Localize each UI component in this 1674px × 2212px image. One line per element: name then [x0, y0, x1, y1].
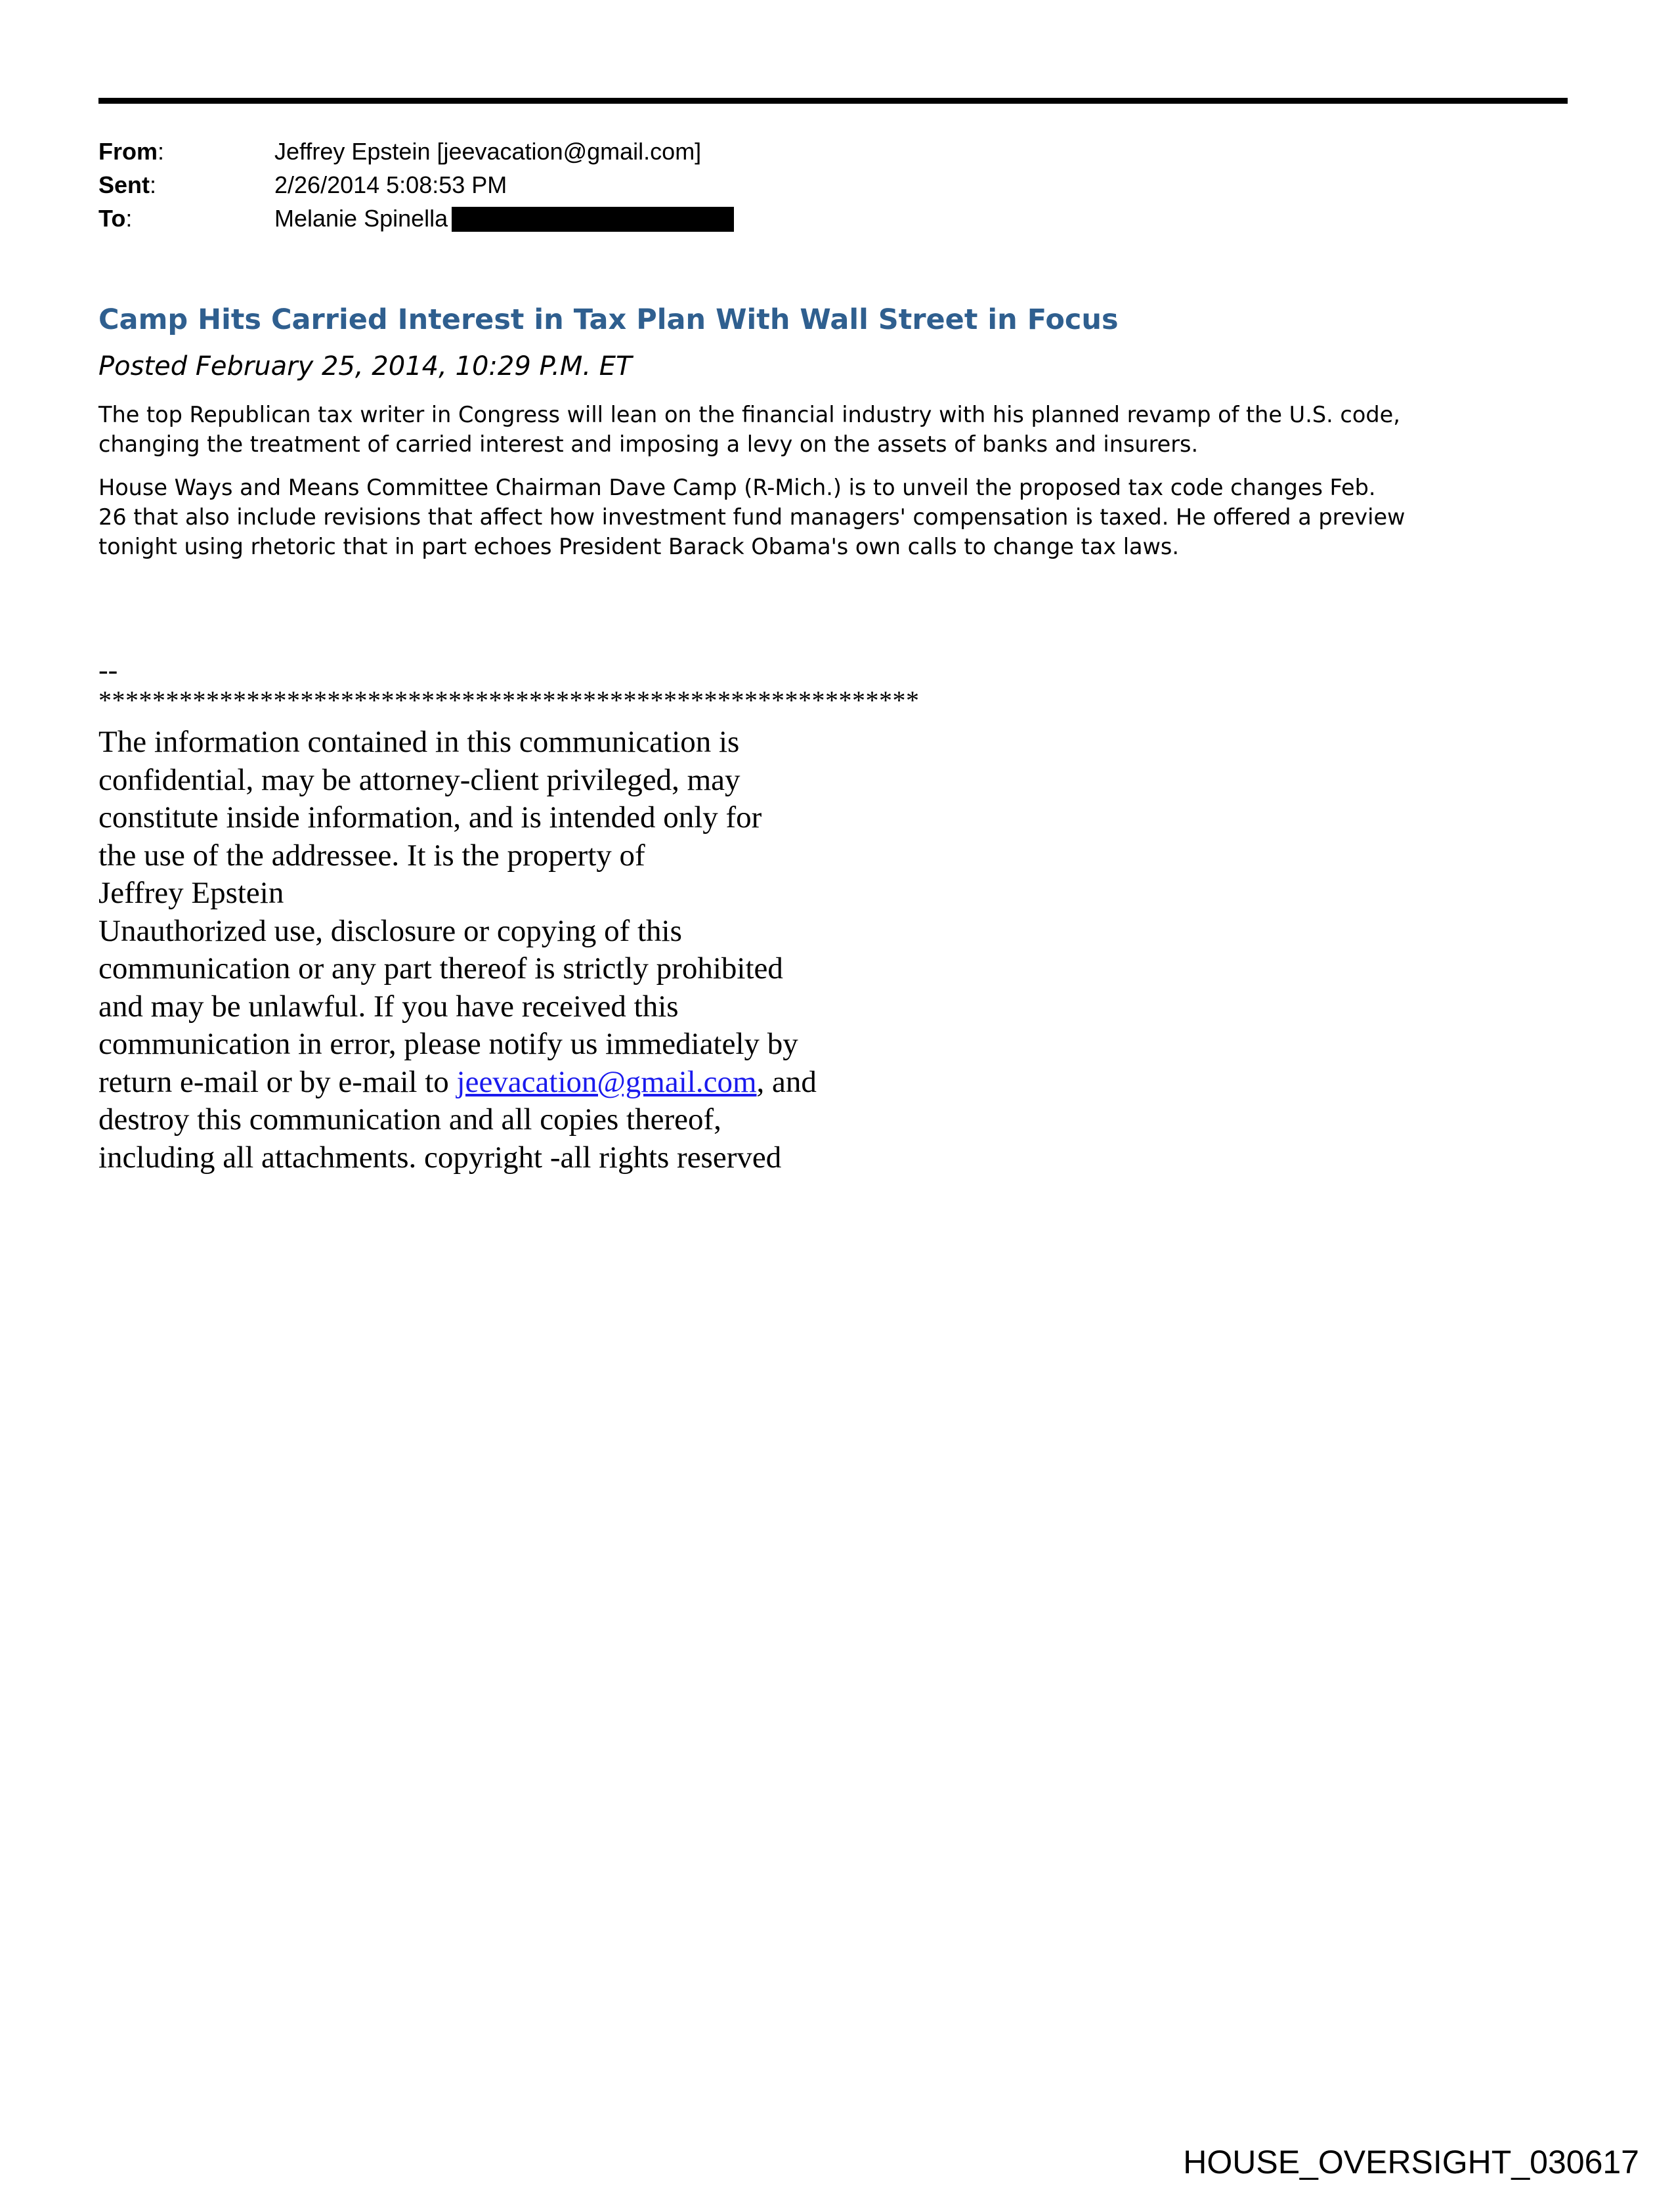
disclaimer-line: and may be unlawful. If you have received this: [98, 989, 679, 1024]
disclaimer-line-with-link: return e-mail or by e-mail to jeevacation@gmail.com, and: [98, 1064, 817, 1099]
from-label: From:: [98, 138, 165, 165]
article-paragraph-1: [98, 400, 1576, 459]
article-title: Camp Hits Carried Interest in Tax Plan With Wall Street in Focus: [98, 303, 1119, 336]
disclaimer-line: Unauthorized use, disclosure or copying of this: [98, 913, 682, 948]
to-value: [274, 202, 734, 235]
disclaimer-line: communication in error, please notify us immediately by: [98, 1027, 798, 1061]
disclaimer-line: the use of the addressee. It is the property of: [98, 838, 645, 873]
paragraph-line: changing the treatment of carried interest and imposing a levy on the assets of banks and insurers.: [98, 431, 1199, 457]
paragraph-line: The top Republican tax writer in Congress will lean on the financial industry with his planned revamp of the U.S. code,: [98, 402, 1400, 427]
disclaimer-line: destroy this communication and all copies thereof,: [98, 1102, 721, 1137]
to-name: Melanie Spinella: [274, 205, 448, 232]
email-link[interactable]: jeevacation@gmail.com: [456, 1064, 757, 1099]
from-value: Jeffrey Epstein [jeevacation@gmail.com]: [274, 138, 702, 165]
sent-value: 2/26/2014 5:08:53 PM: [274, 171, 507, 198]
posted-date: Posted February 25, 2014, 10:29 P.M. ET: [98, 351, 632, 381]
paragraph-line: tonight using rhetoric that in part echoes President Barack Obama's own calls to change tax laws.: [98, 534, 1180, 559]
signature-stars: *************************************************************: [98, 685, 920, 715]
disclaimer-line: confidential, may be attorney-client privileged, may: [98, 762, 740, 797]
paragraph-line: 26 that also include revisions that affect how investment fund managers' compensation is taxed. He offered a preview: [98, 504, 1406, 530]
header-rule: [98, 98, 1568, 104]
to-label: To:: [98, 205, 133, 232]
article-paragraph-2: [98, 473, 1576, 561]
redaction-bar: [452, 207, 734, 232]
confidentiality-disclaimer: [98, 724, 919, 1177]
signature-separator: --: [98, 654, 118, 686]
disclaimer-line: The information contained in this communication is: [98, 725, 740, 759]
disclaimer-line: constitute inside information, and is intended only for: [98, 800, 762, 835]
disclaimer-line: communication or any part thereof is strictly prohibited: [98, 951, 783, 986]
disclaimer-line: Jeffrey Epstein: [98, 876, 284, 910]
paragraph-line: House Ways and Means Committee Chairman Dave Camp (R-Mich.) is to unveil the proposed tax code changes Feb.: [98, 475, 1376, 500]
disclaimer-line: including all attachments. copyright -all rights reserved: [98, 1140, 782, 1175]
bates-number: HOUSE_OVERSIGHT_030617: [1183, 2144, 1639, 2180]
sent-label: Sent:: [98, 171, 157, 198]
